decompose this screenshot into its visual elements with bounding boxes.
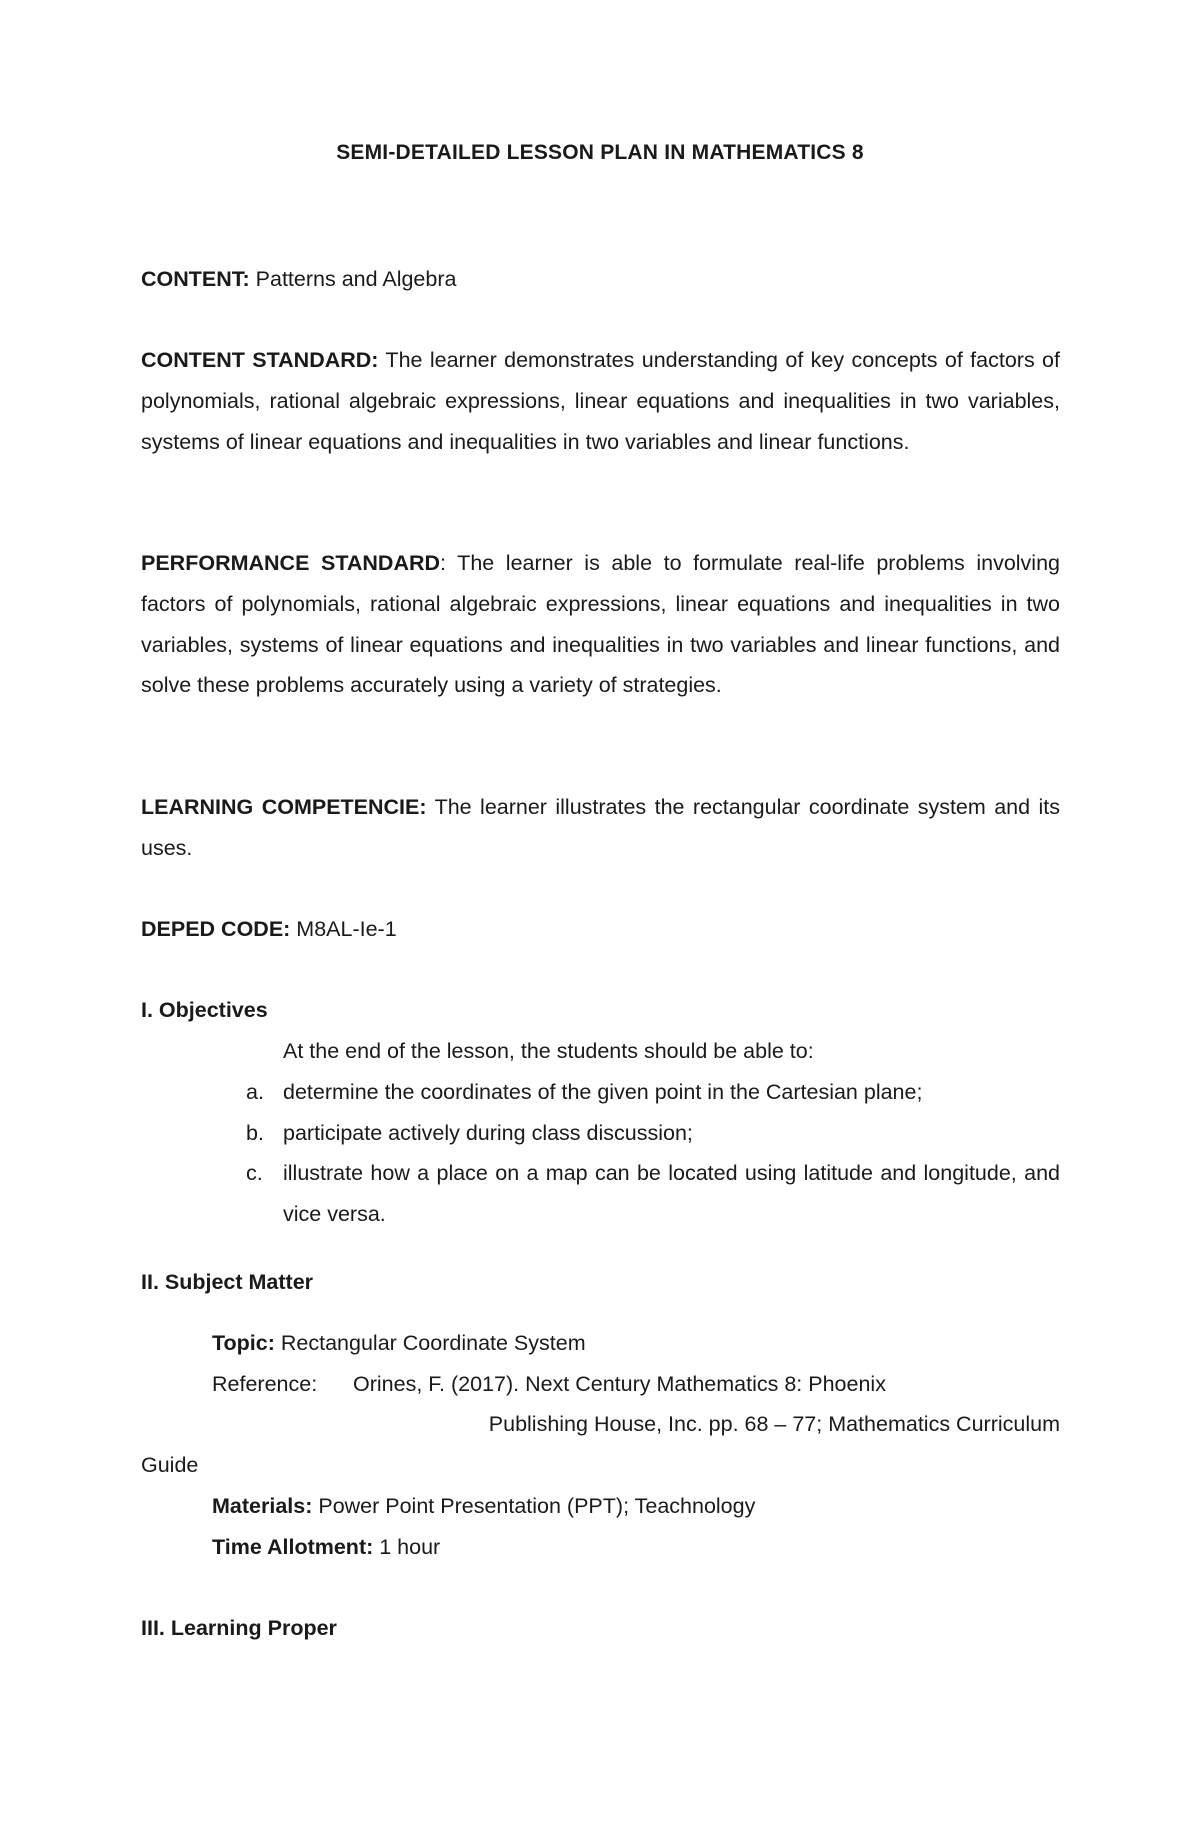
reference-line-1: Orines, F. (2017). Next Century Mathematics 8: Phoenix xyxy=(353,1372,886,1396)
objectives-heading: I. Objectives xyxy=(141,998,268,1022)
performance-standard-section xyxy=(141,543,1060,706)
learning-competencie-section xyxy=(141,787,1060,869)
content-label: CONTENT: xyxy=(141,267,250,291)
objective-text: illustrate how a place on a map can be located using latitude and longitude, and vice versa. xyxy=(283,1161,1060,1226)
materials-line xyxy=(212,1486,755,1527)
objective-letter: a. xyxy=(246,1080,264,1104)
content-standard-label: CONTENT STANDARD: xyxy=(141,348,379,372)
objective-letter: b. xyxy=(246,1121,264,1145)
topic-text: Rectangular Coordinate System xyxy=(274,1331,586,1355)
materials-label: Materials: xyxy=(212,1494,313,1518)
reference-line-3: Guide xyxy=(141,1453,199,1477)
deped-code-text: M8AL-Ie-1 xyxy=(290,917,397,941)
materials-text: Power Point Presentation (PPT); Teachnology xyxy=(312,1494,756,1518)
topic-line xyxy=(212,1323,586,1364)
objective-letter: c. xyxy=(246,1161,263,1185)
subject-matter-heading: II. Subject Matter xyxy=(141,1270,314,1294)
objective-item xyxy=(246,1113,1060,1154)
performance-standard-text: : The learner is able to formulate real-life problems involving factors of polynomials, rational algebraic expressions, linear equations and inequalities in two variables, systems of linear equations and inequalities in two variables and linear functions, and solve these problems accurately using a variety of strategies. xyxy=(141,551,1060,698)
time-allotment-line xyxy=(212,1527,440,1568)
reference-line-2: Publishing House, Inc. pp. 68 – 77; Mathematics Curriculum xyxy=(488,1412,1060,1436)
deped-code-section xyxy=(141,909,1060,950)
objective-item xyxy=(246,1072,1060,1113)
objective-text: determine the coordinates of the given point in the Cartesian plane; xyxy=(283,1080,923,1104)
learning-competencie-label: LEARNING COMPETENCIE: xyxy=(141,795,427,819)
topic-label: Topic: xyxy=(212,1331,275,1355)
objectives-intro: At the end of the lesson, the students should be able to: xyxy=(283,1039,814,1063)
performance-standard-label: PERFORMANCE STANDARD xyxy=(141,551,441,575)
content-standard-text: The learner demonstrates understanding of key concepts of factors of polynomials, rational algebraic expressions, linear equations and inequalities in two variables, systems of linear equations and inequalities in two variables and linear functions. xyxy=(141,348,1060,454)
objective-text: participate actively during class discussion; xyxy=(283,1121,693,1145)
learning-proper-heading: III. Learning Proper xyxy=(141,1616,337,1640)
time-allotment-label: Time Allotment: xyxy=(212,1535,374,1559)
reference-label: Reference: xyxy=(212,1372,318,1396)
content-text: Patterns and Algebra xyxy=(249,267,457,291)
objective-item xyxy=(246,1153,1060,1235)
time-allotment-text: 1 hour xyxy=(373,1535,441,1559)
page-title: SEMI-DETAILED LESSON PLAN IN MATHEMATICS 8 xyxy=(336,141,864,164)
learning-competencie-text: The learner illustrates the rectangular coordinate system and its uses. xyxy=(141,795,1060,860)
deped-code-label: DEPED CODE: xyxy=(141,917,291,941)
content-section xyxy=(141,259,1060,300)
content-standard-section xyxy=(141,340,1060,462)
